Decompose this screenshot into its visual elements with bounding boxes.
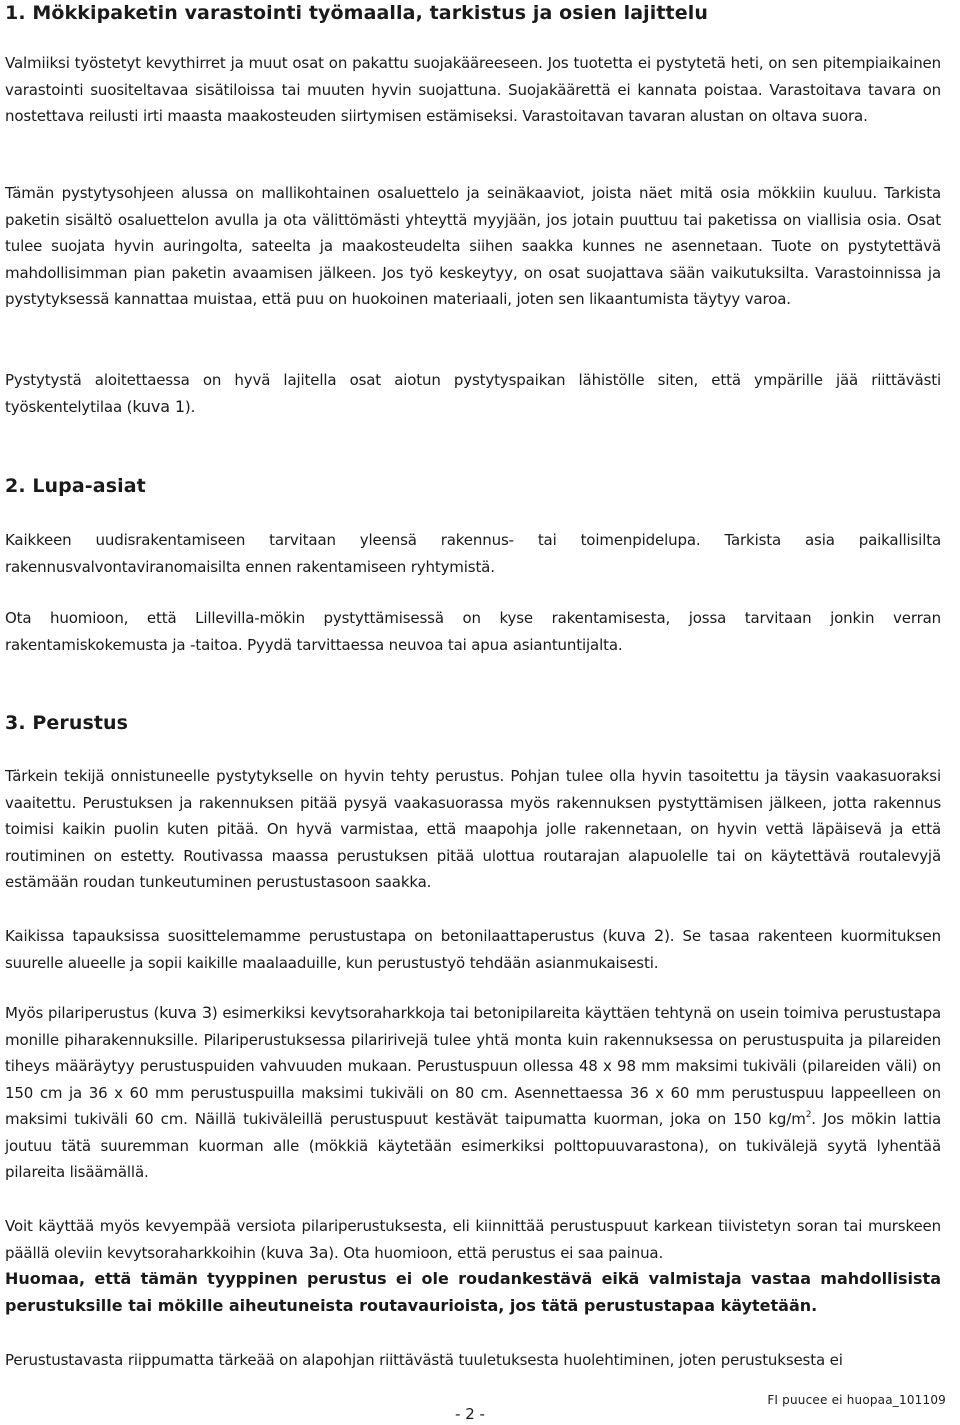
section-3: [5, 712, 941, 734]
paragraph-text: ).: [184, 397, 196, 416]
warning-note: Huomaa, että tämän tyyppinen perustus ei ole roudankestävä eikä valmistaja vastaa mahdollisista perustuksille tai mökille aiheutuneista routavaurioista, jos tätä perustustapaa käytetään.: [5, 1269, 941, 1315]
paragraph: [5, 527, 941, 580]
section-2: [5, 475, 941, 497]
figure-reference: kuva 2: [608, 926, 665, 945]
paragraph: [5, 180, 941, 313]
paragraph: [5, 605, 941, 658]
section-heading: 2. Lupa-asiat: [5, 475, 146, 497]
paragraph-text: Myös pilariperustus (: [5, 1004, 160, 1022]
paragraph-text: ) esimerkiksi kevytsoraharkkoja tai betonipilareita käyttäen tehtynä on usein toimiva perustustapa monille piharakennuksille. Pilariperustuksessa pilaririvejä tulee yhtä monta kuin rakennuksessa on perustuspuita ja pilareiden tiheys määräytyy perustuspuiden vahvuuden mukaan. Perustuspuun ollessa 48 x 98 mm maksimi tukiväli (pilareiden väli) on 150 cm ja 36 x 60 mm perustuspuilla maksimi tukiväli on 80 cm. Asennettaessa 36 x 60 mm perustuspuu lappeelleen on maksimi tukiväli 60 cm. Näillä tukiväleillä perustuspuut kestävät taipumatta kuorman, joka on 150 kg/m: [5, 1004, 941, 1128]
paragraph-text: ). Ota huomioon, että perustus ei saa painua.: [328, 1243, 664, 1262]
document-code: FI puucee ei huopaa_101109: [767, 1393, 946, 1407]
paragraph-text: Pystytystä aloitettaessa on hyvä lajitella osat aiotun pystytyspaikan lähistölle siten, että ympärille jää riittävästi työskentelytilaa (: [5, 371, 941, 416]
paragraph-text: Tämän pystytysohjeen alussa on mallikohtainen osaluettelo ja seinäkaaviot, joista näet mitä osia mökkiin kuuluu. Tarkista paketin sisältö osaluettelon avulla ja ota välittömästi yhteyttä myyjään, jos jotain puuttuu tai paketissa on viallisia osia. Osat tulee suojata hyvin auringolta, sateelta ja maakosteudelta siihen saakka kunnes ne asennetaan. Tuote on pystytettävä mahdollisimman pian paketin avaamisen jälkeen. Jos työ keskeytyy, on osat suojattava sään vaikutuksilta. Varastoinnissa ja pystytyksessä kannattaa muistaa, että puu on huokoinen materiaali, joten sen likaantumista täytyy varoa.: [5, 184, 941, 308]
paragraph-text: ). Se tasaa rakenteen kuormituksen suurelle alueelle ja sopii kaikille maalaaduille, kun perustustyö tehdään asianmukaisesti.: [5, 927, 941, 972]
paragraph: [5, 923, 941, 976]
paragraph: [5, 1347, 941, 1374]
paragraph-text: Ota huomioon, että Lillevilla-mökin pystyttämisessä on kyse rakentamisesta, jossa tarvitaan jonkin verran rakentamiskokemusta ja -taitoa. Pyydä tarvittaessa neuvoa tai apua asiantuntijalta.: [5, 609, 941, 654]
paragraph: [5, 367, 941, 420]
section-1: [5, 2, 941, 24]
section-heading: 3. Perustus: [5, 712, 129, 734]
page-number: - 2 -: [455, 1405, 485, 1423]
superscript: 2: [805, 1110, 812, 1120]
figure-reference: kuva 3a: [266, 1242, 329, 1262]
section-heading: 1. Mökkipaketin varastointi työmaalla, tarkistus ja osien lajittelu: [5, 2, 708, 24]
paragraph: [5, 1213, 941, 1319]
paragraph-text: Valmiiksi työstetyt kevythirret ja muut osat on pakattu suojakääreeseen. Jos tuotetta ei pystytetä heti, on sen pitempiaikainen varastointi suositeltavaa sisätiloissa tai muuten hyvin suojattuna. Suojakäärettä ei kannata poistaa. Varastoitava tavara on nostettava reilusti irti maasta maakosteuden siirtymisen estämiseksi. Varastoitavan tavaran alustan on oltava suora.: [5, 54, 941, 125]
paragraph-text: Perustustavasta riippumatta tärkeää on alapohjan riittävästä tuuletuksesta huolehtiminen, joten perustuksesta ei: [5, 1351, 843, 1369]
figure-reference: kuva 3: [159, 1003, 212, 1022]
figure-reference: kuva 1: [132, 396, 185, 416]
paragraph: [5, 1000, 941, 1186]
paragraph-text: Kaikissa tapauksissa suosittelemamme perustustapa on betonilaattaperustus (: [5, 927, 609, 945]
paragraph: [5, 50, 941, 130]
paragraph: [5, 763, 941, 896]
paragraph-text: Tärkein tekijä onnistuneelle pystytykselle on hyvin tehty perustus. Pohjan tulee olla hyvin tasoitettu ja täysin vaakasuoraksi vaaitettu. Perustuksen ja rakennuksen pitää pysyä vaakasuorassa myös rakennuksen pystyttämisen jälkeen, jotta rakennus toimisi kaikin puolin kuten pitää. On hyvä varmistaa, että maapohja jolle rakennetaan, on hyvin vettä läpäisevä ja että routiminen on estetty. Routivassa maassa perustuksen pitää ulottua routarajan alapuolelle tai on käytettävä routalevyjä estämään roudan tunkeutuminen perustustasoon saakka.: [5, 767, 941, 891]
paragraph-text: Voit käyttää myös kevyempää versiota pilariperustuksesta, eli kiinnittää perustuspuut karkean tiivistetyn soran tai murskeen päällä oleviin kevytsoraharkkoihin (: [5, 1217, 941, 1262]
paragraph-text: . Jos mökin lattia joutuu tätä suuremman kuorman alle (mökkiä käytetään esimerkiksi polttopuuvarastona), on tukivälejä syytä lyhentää pilareita lisäämällä.: [5, 1110, 942, 1181]
paragraph-text: Kaikkeen uudisrakentamiseen tarvitaan yleensä rakennus- tai toimenpidelupa. Tarkista asia paikallisilta rakennusvalvontaviranomaisilta ennen rakentamiseen ryhtymistä.: [5, 531, 941, 576]
